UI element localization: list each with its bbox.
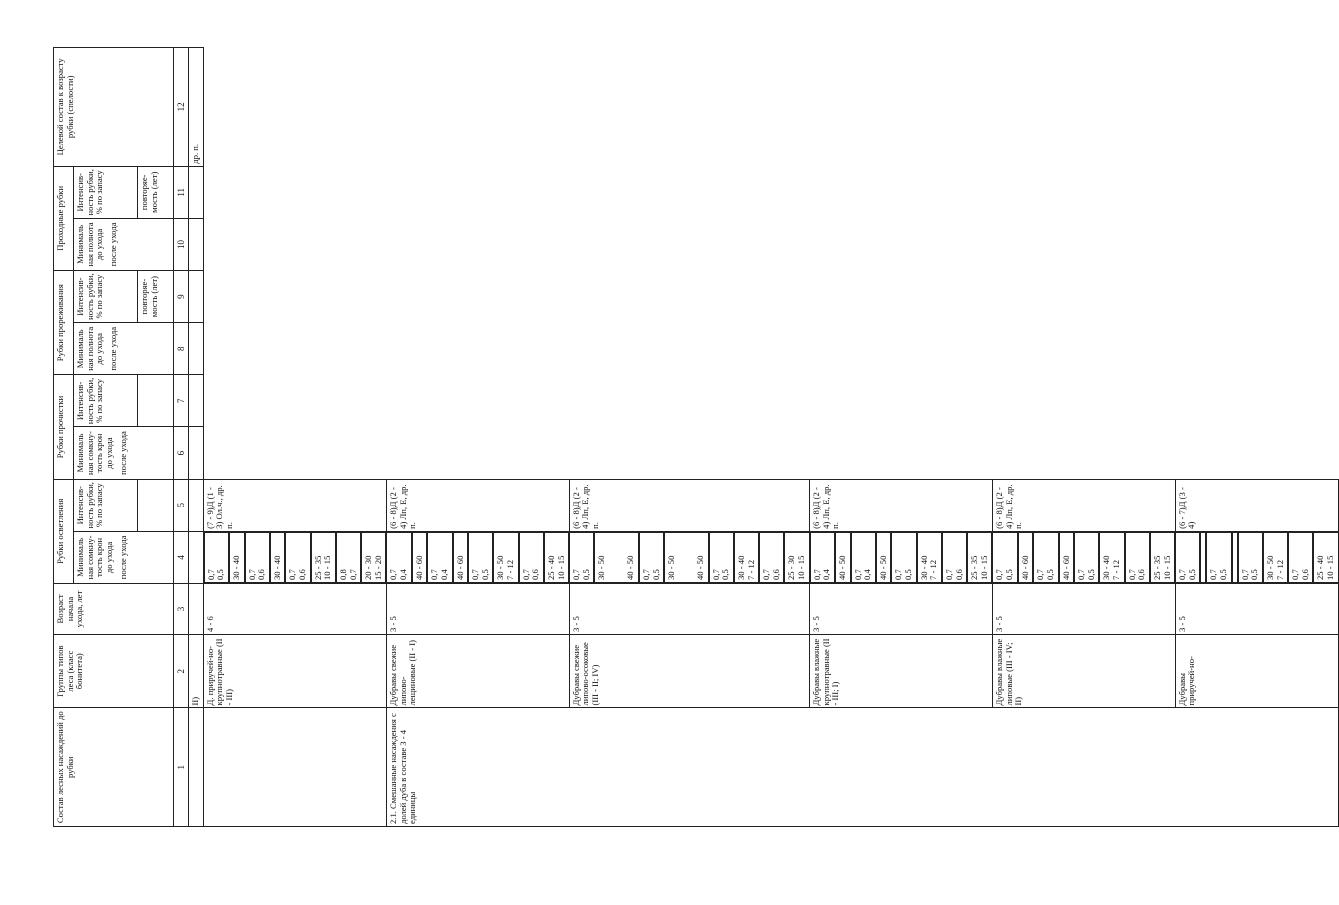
row-proch-min: 0,7 0,5 <box>1033 532 1058 583</box>
row-target: (6 - 7)Д (3 - 4) <box>1175 479 1339 531</box>
row-prohod-int: 25 - 35 10 - 15 <box>967 532 992 583</box>
header-target: Целевой состав к возрасту рубки (спелости) <box>54 48 174 167</box>
col-number: 7 <box>174 375 189 427</box>
row-prorezh-min: 0,7 0,5 <box>1238 532 1263 583</box>
header-after: после ухода <box>107 326 118 371</box>
silviculture-table <box>53 47 1336 827</box>
header-proch-blank <box>138 375 174 427</box>
row-proch-int: 40 - 60 <box>1059 532 1075 583</box>
data-table <box>53 47 1339 827</box>
row-start-age: 3 - 5 <box>569 583 810 634</box>
row-prorezh-int: 30 - 50 7 - 12 <box>1263 532 1288 583</box>
row-forest-group: Дубравы свежие липово-лещиновые (II - I) <box>386 634 569 708</box>
row-prohod-min: 0,7 0,6 <box>942 532 967 583</box>
row-target: (6 - 8)Д (2 - 4) Лп, Е, др. п. <box>386 479 569 531</box>
row-forest-group: Дубравы влажные крупнотравные (II - III; I) <box>810 634 993 708</box>
header-proch: Рубки прочистки <box>54 375 74 479</box>
rotated-table-wrapper <box>53 47 1336 827</box>
col-number: 9 <box>174 271 189 323</box>
cont-cell <box>189 531 204 583</box>
row-proch-min: 0,7 0,5 <box>639 532 664 583</box>
row-forest-group: Дубравы свежие липово-осоковые (III - II; IV) <box>569 634 810 708</box>
row-osv-min: 0,7 0,5 <box>1175 532 1200 583</box>
row-target: (6 - 8)Д (2 - 4) Лп, Е, др. п. <box>569 479 810 531</box>
header-prorezh-min <box>74 323 174 375</box>
row-prohod-int: 25 - 35 10 - 15 <box>1150 532 1175 583</box>
row-prorezh-int: 30 - 40 7 - 12 <box>734 532 759 583</box>
row-prorezh-int: 30 - 40 7 - 12 <box>1099 532 1124 583</box>
header-prohod: Проходные рубки <box>54 166 74 270</box>
row-proch-int: 40 - 50 <box>876 532 892 583</box>
header-start-age: Возраст начала ухода, лет <box>54 583 174 634</box>
row-prohod-int: 25 - 40 10 - 15 <box>544 532 569 583</box>
row-start-age: 3 - 5 <box>1175 583 1339 634</box>
col-number: 4 <box>174 531 189 583</box>
header-proch-min <box>74 427 174 479</box>
header-prohod-repeat: повторяе-мость (лет) <box>138 166 174 218</box>
row-osv-int: 30 - 50 40 - 50 <box>594 532 639 583</box>
row-proch-int: 30 - 40 <box>270 532 286 583</box>
row-start-age: 3 - 5 <box>810 583 993 634</box>
header-text: Минималь ная полнота до ухода <box>75 326 105 371</box>
row-prohod-int: 25 - 40 10 - 15 <box>1313 532 1338 583</box>
col-number: 12 <box>174 48 189 167</box>
row-proch-min: 0,7 0,6 <box>245 532 270 583</box>
row-proch-int: 30 - 50 40 - 50 <box>664 532 709 583</box>
row-osv-int: 40 - 50 <box>835 532 851 583</box>
row-prohod-int: 25 - 30 10 - 15 <box>784 532 809 583</box>
col-number: 10 <box>174 218 189 270</box>
row-proch-min: 0,7 0,4 <box>427 532 452 583</box>
cont-cell <box>189 166 204 218</box>
row-forest-group: Дубравы влажные липовые (III - IV; II) <box>992 634 1175 708</box>
header-after: после ухода <box>117 535 128 580</box>
row-osv-min: 0,7 0,5 <box>204 532 229 583</box>
cont-cell <box>189 708 204 827</box>
row-prorezh-min: 0,7 0,6 <box>285 532 310 583</box>
col-number: 1 <box>174 708 189 827</box>
header-prorezh-int: Интенсив-ность рубки, % по запасу <box>74 271 138 323</box>
col-number: 3 <box>174 583 189 634</box>
row-forest-group: Дубравы приручей-но- <box>1175 634 1339 708</box>
row-prohod-min: 0,7 0,6 <box>1125 532 1150 583</box>
section-title: 2.1. Смешанные насаждения с долей дуба в составе 3 - 4 единицы <box>386 708 1338 827</box>
cont-forest-group: II) <box>189 634 204 708</box>
row-target: (6 - 8)Д (2 - 4) Лп, Е, др. п. <box>810 479 993 531</box>
cont-cell <box>189 427 204 479</box>
cont-cell <box>189 583 204 634</box>
header-text: Минималь ная полнота до ухода <box>75 222 105 267</box>
row-prohod-int: 20 - 30 15 - 20 <box>361 532 386 583</box>
header-after: после ухода <box>107 222 118 267</box>
row-start-age: 4 - 6 <box>203 583 386 634</box>
row-start-age: 3 - 5 <box>386 583 569 634</box>
col-number: 5 <box>174 479 189 531</box>
header-forest-groups: Группы типов леса (класс бонитета) <box>54 634 174 708</box>
row-prohod-min: 0,7 0,6 <box>759 532 784 583</box>
row-prohod-min: 0,8 0,7 <box>336 532 361 583</box>
cont-target: др. п. <box>189 48 204 167</box>
row-prohod-min: 0,7 0,6 <box>1288 532 1313 583</box>
row-osv-min: 0,7 0,5 <box>992 532 1017 583</box>
header-prohod-int: Интенсив-ность рубки, % по запасу <box>74 166 138 218</box>
col-number: 2 <box>174 634 189 708</box>
cont-cell <box>189 375 204 427</box>
row-composition <box>203 708 386 827</box>
cont-cell <box>189 271 204 323</box>
header-osv-min <box>74 531 174 583</box>
row-prorezh-int: 30 - 50 7 - 12 <box>493 532 518 583</box>
header-prorezh: Рубки прореживания <box>54 271 74 375</box>
row-osv-min: 0,7 0,4 <box>810 532 835 583</box>
cont-cell <box>189 218 204 270</box>
header-composition: Состав лесных насаждений до рубки <box>54 708 174 827</box>
row-prorezh-min: 0,7 0,5 <box>468 532 493 583</box>
col-number: 8 <box>174 323 189 375</box>
header-osv: Рубки осветления <box>54 479 74 583</box>
table-row <box>386 48 569 827</box>
row-osv-int: 30 - 40 <box>229 532 245 583</box>
header-text: Минималь ная сомкну-тость крон до ухода <box>75 431 114 475</box>
row-prorezh-int: 25 - 35 10 - 15 <box>311 532 336 583</box>
row-prorezh-min: 0,7 0,5 <box>709 532 734 583</box>
header-proch-int: Интенсив-ность рубки, % по запасу <box>74 375 138 427</box>
row-proch-int: 40 - 60 <box>453 532 469 583</box>
row-osv-int: 40 - 60 <box>412 532 428 583</box>
header-after: после ухода <box>117 431 128 475</box>
row-proch-min: 0,7 0,5 <box>1206 532 1231 583</box>
row-forest-group: Д. приручей-но-крупнотравные (II - III) <box>203 634 386 708</box>
row-proch-min: 0,7 0,4 <box>851 532 876 583</box>
row-target: (7 - 9)Д (1 - 3) Ол.ч., др. п. <box>203 479 386 531</box>
row-prorezh-int: 30 - 40 7 - 12 <box>917 532 942 583</box>
row-prohod-min: 0,7 0,6 <box>519 532 544 583</box>
row-target: (6 - 8)Д (2 - 4) Лп, Е, др. п. <box>992 479 1175 531</box>
cont-cell <box>189 479 204 531</box>
cont-cell <box>189 323 204 375</box>
row-prorezh-min: 0,7 0,5 <box>1074 532 1099 583</box>
header-osv-blank <box>138 479 174 531</box>
row-prorezh-min: 0,7 0,5 <box>891 532 916 583</box>
col-number: 6 <box>174 427 189 479</box>
row-osv-int: 40 - 60 <box>1018 532 1034 583</box>
table-row <box>203 48 386 827</box>
row-start-age: 3 - 5 <box>992 583 1175 634</box>
header-prohod-min <box>74 218 174 270</box>
row-osv-min: 0,7 0,4 <box>386 532 411 583</box>
header-text: Минималь ная сомкну-тость крон до ухода <box>75 535 114 580</box>
col-number: 11 <box>174 166 189 218</box>
header-osv-int: Интенсив-ность рубки, % по запасу <box>74 479 138 531</box>
row-osv-min: 0,7 0,5 <box>569 532 594 583</box>
header-prorezh-repeat: повторяе-мость (лет) <box>138 271 174 323</box>
